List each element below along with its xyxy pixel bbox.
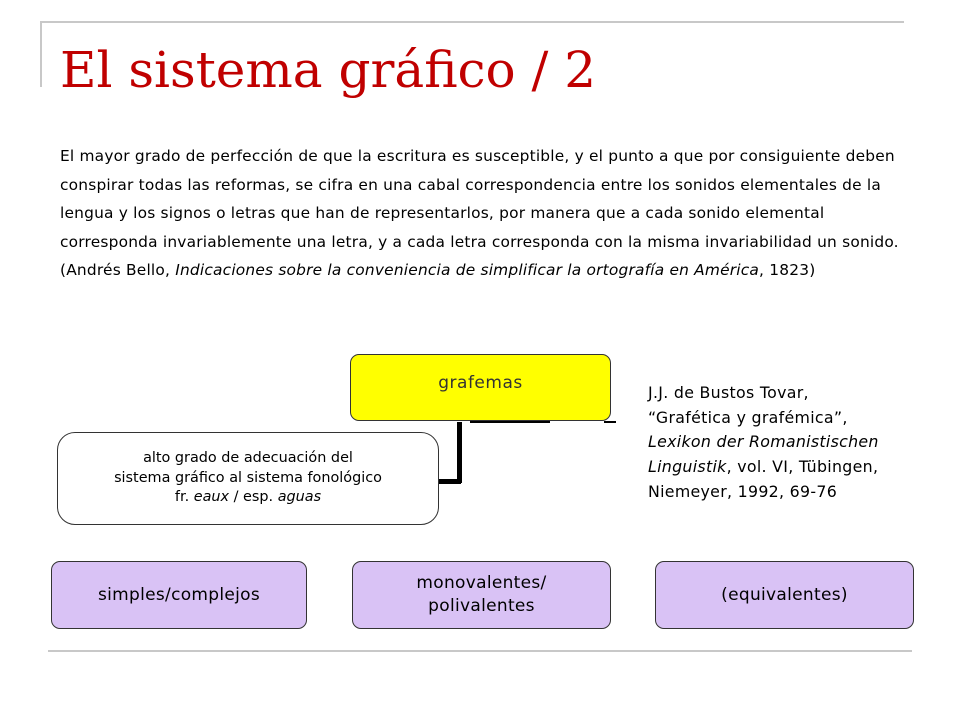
reference-work-line-2	[648, 455, 948, 480]
adecuacion-example	[175, 488, 321, 508]
polivalentes-label: polivalentes	[428, 596, 535, 616]
frame-top-line	[40, 21, 904, 23]
connector-stub	[470, 421, 550, 423]
reference-work-line-1: Lexikon der Romanistischen	[648, 432, 879, 452]
quote-text: El mayor grado de perfección de que la escritura es susceptible, y el punto a que por consiguiente deben conspirar todas las reformas, se cifra en una cabal correspondencia entre los sonidos elementales de la lengua y los signos o letras que han de representarlos, por manera que a cada sonido elemental corresponda invariablemente una letra, y a cada letra corresponda con la misma invariabilidad un sonido. (Andrés	[60, 147, 899, 279]
reference-work-title-end: Linguistik	[648, 457, 727, 477]
monovalentes-polivalentes-box	[352, 561, 611, 629]
equivalentes-label: (equivalentes)	[721, 584, 848, 605]
connector-horizontal	[438, 479, 461, 484]
example-fr: eaux	[193, 489, 230, 506]
example-prefix: fr.	[174, 489, 190, 506]
quote-author: Bello,	[126, 261, 171, 279]
reference-publisher: Niemeyer, 1992, 69-76	[648, 481, 838, 501]
monovalentes-label: monovalentes/	[416, 573, 547, 593]
reference-volume: , vol. VI, Tübingen,	[726, 457, 879, 477]
simples-complejos-box	[51, 561, 307, 629]
simples-complejos-label: simples/complejos	[97, 584, 261, 605]
example-separator: / esp.	[233, 489, 274, 506]
adecuacion-line-2: sistema gráfico al sistema fonológico	[114, 469, 382, 486]
slide-title: El sistema gráfico / 2	[60, 41, 597, 99]
example-es: aguas	[277, 489, 322, 506]
quote-work-title: Indicaciones sobre la conveniencia de simplificar la ortografía en América	[175, 261, 760, 279]
adecuacion-line-1: alto grado de adecuación del	[143, 450, 353, 467]
reference-author: J.J. de Bustos Tovar,	[648, 383, 809, 402]
frame-left-line	[40, 21, 42, 87]
reference-article: “Grafética y grafémica”,	[648, 407, 848, 427]
bibliographic-reference	[648, 381, 948, 505]
frame-bottom-line	[48, 650, 912, 652]
connector-stub	[604, 421, 616, 423]
bello-quote	[60, 142, 910, 285]
grafemas-box	[350, 354, 611, 421]
connector-vertical	[457, 422, 462, 483]
adecuacion-box	[57, 432, 439, 525]
grafemas-label: grafemas	[438, 372, 523, 393]
equivalentes-box	[655, 561, 914, 629]
quote-year: , 1823)	[759, 261, 816, 279]
